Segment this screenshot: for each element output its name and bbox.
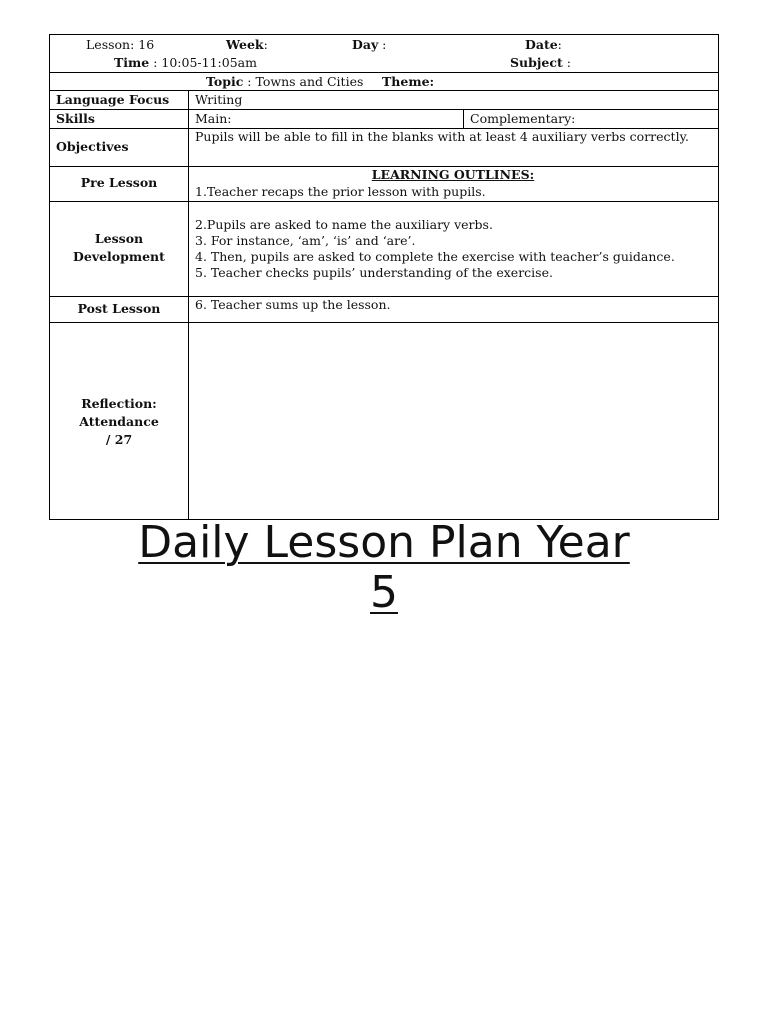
- subject-field: Subject :: [510, 55, 571, 70]
- skills-row: [50, 110, 718, 129]
- objectives-text: Pupils will be able to fill in the blanks with at least 4 auxiliary verbs correctly.: [195, 129, 689, 144]
- reflection-row: [50, 323, 718, 519]
- topic-label: Topic: [206, 74, 244, 89]
- lesson-development-steps: [195, 217, 675, 281]
- time-label: Time: [114, 55, 150, 70]
- skills-main: Main:: [195, 111, 232, 126]
- pre-lesson-step: 1.Teacher recaps the prior lesson with pupils.: [195, 184, 486, 199]
- learning-outlines-heading: LEARNING OUTLINES:: [371, 167, 535, 182]
- document-title: Daily Lesson Plan Year 5: [138, 517, 630, 618]
- reflection-notes-area: [189, 323, 718, 519]
- post-lesson-step: 6. Teacher sums up the lesson.: [195, 297, 391, 312]
- time-field: [114, 55, 257, 70]
- list-item: 3. For instance, ‘am’, ‘is’ and ‘are’.: [195, 233, 416, 248]
- language-focus-row: [50, 91, 718, 110]
- skills-label: Skills: [56, 111, 95, 126]
- date-field: Date:: [525, 37, 562, 52]
- attendance-count: / 27: [105, 432, 133, 447]
- topic-row: [50, 73, 718, 91]
- language-focus-value: Writing: [195, 92, 243, 107]
- date-label: Date: [525, 37, 558, 52]
- topic-value: : Towns and Cities: [243, 74, 364, 89]
- list-item: 2.Pupils are asked to name the auxiliary verbs.: [195, 217, 493, 232]
- lesson-number: Lesson: 16: [86, 37, 155, 52]
- theme-label: Theme:: [382, 74, 435, 89]
- language-focus-label: Language Focus: [56, 92, 170, 107]
- pre-lesson-row: [50, 167, 718, 202]
- lesson-plan-table: [49, 34, 719, 520]
- pre-lesson-label: Pre Lesson: [80, 175, 158, 190]
- objectives-label: Objectives: [56, 139, 129, 154]
- reflection-label: Reflection: Attendance / 27: [50, 395, 188, 449]
- lesson-development-row: [50, 202, 718, 297]
- week-field: Week:: [226, 37, 268, 52]
- day-label: Day: [352, 37, 379, 52]
- header-row: [50, 35, 718, 73]
- time-value: : 10:05-11:05am: [149, 55, 257, 70]
- lesson-development-label: Lesson Development: [73, 231, 165, 264]
- list-item: 5. Teacher checks pupils’ understanding of the exercise.: [195, 265, 553, 280]
- subject-label: Subject: [510, 55, 563, 70]
- week-label: Week: [226, 37, 264, 52]
- post-lesson-label: Post Lesson: [77, 301, 161, 316]
- day-field: Day :: [352, 37, 387, 52]
- post-lesson-row: [50, 297, 718, 323]
- objectives-row: [50, 129, 718, 167]
- topic-field: [206, 74, 363, 89]
- list-item: 4. Then, pupils are asked to complete the exercise with teacher’s guidance.: [195, 249, 675, 264]
- skills-complementary: Complementary:: [470, 111, 576, 126]
